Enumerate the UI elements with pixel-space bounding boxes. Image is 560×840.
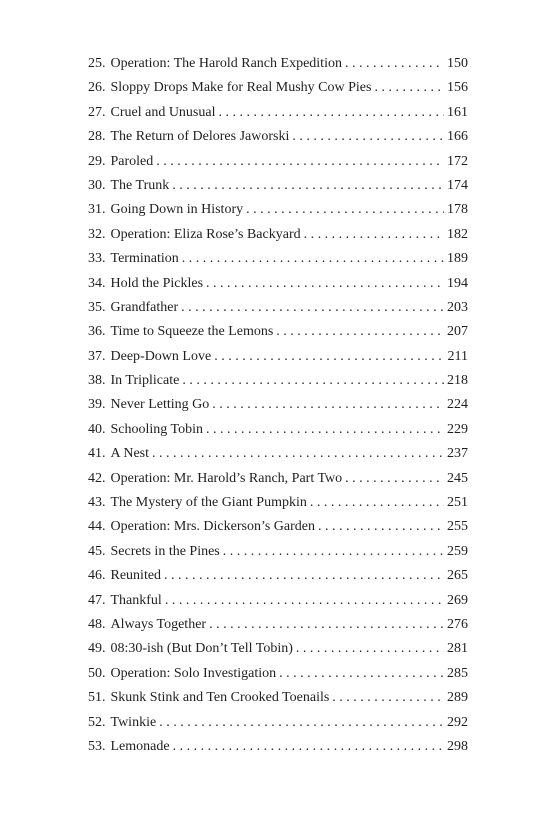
- chapter-number: 29.: [88, 153, 106, 169]
- page-number: 237: [447, 446, 468, 462]
- chapter-number: 44.: [88, 519, 106, 535]
- toc-entry: [88, 52, 468, 76]
- page-number: 211: [447, 348, 468, 364]
- chapter-title: Operation: Mrs. Dickerson’s Garden: [110, 519, 316, 535]
- chapter-title: In Triplicate: [110, 373, 180, 389]
- toc-entry: [88, 101, 468, 125]
- chapter-number: 48.: [88, 616, 106, 632]
- chapter-title: Twinkie: [110, 714, 157, 730]
- chapter-title: Never Letting Go: [110, 397, 210, 413]
- toc-entry: [88, 247, 468, 271]
- chapter-number: 33.: [88, 251, 106, 267]
- chapter-title: Termination: [110, 251, 179, 267]
- chapter-title: Schooling Tobin: [110, 421, 203, 437]
- dot-leader: [164, 564, 444, 588]
- dot-leader: [292, 125, 444, 149]
- page-number: 174: [447, 177, 468, 193]
- page-number: 161: [447, 104, 468, 120]
- page-number: 224: [447, 397, 468, 413]
- page-number: 207: [447, 324, 468, 340]
- toc-entry: [88, 467, 468, 491]
- page-number: 255: [447, 519, 468, 535]
- page-number: 156: [447, 80, 468, 96]
- toc-entry: [88, 418, 468, 442]
- dot-leader: [182, 369, 444, 393]
- chapter-title: The Trunk: [110, 177, 170, 193]
- chapter-number: 42.: [88, 470, 106, 486]
- toc-entry: [88, 564, 468, 588]
- dot-leader: [165, 589, 444, 613]
- dot-leader: [173, 735, 444, 759]
- toc-entry: [88, 223, 468, 247]
- toc-entry: [88, 320, 468, 344]
- chapter-title: Operation: Solo Investigation: [110, 665, 277, 681]
- toc-entry: [88, 442, 468, 466]
- chapter-number: 30.: [88, 177, 106, 193]
- dot-leader: [156, 150, 444, 174]
- chapter-title: Going Down in History: [110, 202, 244, 218]
- dot-leader: [159, 711, 444, 735]
- chapter-title: 08:30-ish (But Don’t Tell Tobin): [110, 641, 293, 657]
- page-number: 229: [447, 421, 468, 437]
- toc-entry: [88, 686, 468, 710]
- page-number: 245: [447, 470, 468, 486]
- chapter-title: Thankful: [110, 592, 162, 608]
- toc-entry: [88, 662, 468, 686]
- page-number: 259: [447, 543, 468, 559]
- chapter-number: 39.: [88, 397, 106, 413]
- dot-leader: [172, 174, 444, 198]
- toc-entry: [88, 125, 468, 149]
- chapter-number: 34.: [88, 275, 106, 291]
- chapter-number: 41.: [88, 446, 106, 462]
- dot-leader: [206, 418, 444, 442]
- chapter-title: Time to Squeeze the Lemons: [110, 324, 274, 340]
- toc-entry: [88, 613, 468, 637]
- toc-entry: [88, 540, 468, 564]
- toc-entry: [88, 515, 468, 539]
- chapter-title: Paroled: [110, 153, 154, 169]
- dot-leader: [279, 662, 444, 686]
- dot-leader: [246, 198, 444, 222]
- dot-leader: [218, 101, 444, 125]
- chapter-number: 52.: [88, 714, 106, 730]
- page-number: 189: [447, 251, 468, 267]
- chapter-number: 35.: [88, 299, 106, 315]
- page-number: 292: [447, 714, 468, 730]
- toc-entry: [88, 711, 468, 735]
- page-number: 265: [447, 568, 468, 584]
- toc-entry: [88, 735, 468, 759]
- page-number: 203: [447, 299, 468, 315]
- chapter-number: 43.: [88, 495, 106, 511]
- dot-leader: [374, 76, 444, 100]
- chapter-title: Always Together: [110, 616, 207, 632]
- dot-leader: [212, 393, 444, 417]
- chapter-number: 25.: [88, 56, 106, 71]
- chapter-title: Reunited: [110, 568, 162, 584]
- dot-leader: [181, 296, 444, 320]
- dot-leader: [332, 686, 444, 710]
- chapter-number: 46.: [88, 568, 106, 584]
- dot-leader: [276, 320, 444, 344]
- dot-leader: [310, 491, 444, 515]
- page-number: 172: [447, 153, 468, 169]
- toc-entry: [88, 393, 468, 417]
- page-number: 251: [447, 495, 468, 511]
- chapter-title: Sloppy Drops Make for Real Mushy Cow Pies: [110, 80, 372, 96]
- dot-leader: [182, 247, 444, 271]
- page-number: 281: [447, 641, 468, 657]
- chapter-number: 38.: [88, 373, 106, 389]
- chapter-title: Grandfather: [110, 299, 179, 315]
- dot-leader: [345, 467, 444, 491]
- toc-entry: [88, 345, 468, 369]
- chapter-number: 37.: [88, 348, 106, 364]
- toc-entry: [88, 150, 468, 174]
- chapter-number: 50.: [88, 665, 106, 681]
- toc-entry: [88, 369, 468, 393]
- dot-leader: [214, 345, 444, 369]
- page-number: 166: [447, 129, 468, 145]
- chapter-number: 49.: [88, 641, 106, 657]
- chapter-title: Operation: The Harold Ranch Expedition: [110, 56, 342, 71]
- dot-leader: [345, 52, 444, 76]
- chapter-title: Hold the Pickles: [110, 275, 204, 291]
- page-number: 194: [447, 275, 468, 291]
- chapter-number: 40.: [88, 421, 106, 437]
- chapter-title: Deep-Down Love: [110, 348, 212, 364]
- dot-leader: [296, 637, 444, 661]
- chapter-number: 47.: [88, 592, 106, 608]
- page-number: 218: [447, 373, 468, 389]
- toc-entry: [88, 589, 468, 613]
- chapter-number: 45.: [88, 543, 106, 559]
- dot-leader: [209, 613, 444, 637]
- chapter-title: Secrets in the Pines: [110, 543, 220, 559]
- toc-entry: [88, 272, 468, 296]
- page-number: 182: [447, 226, 468, 242]
- table-of-contents: [88, 52, 468, 759]
- chapter-number: 51.: [88, 690, 106, 706]
- page-number: 298: [447, 738, 468, 754]
- page-number: 289: [447, 690, 468, 706]
- chapter-number: 26.: [88, 80, 106, 96]
- toc-entry: [88, 637, 468, 661]
- chapter-title: The Mystery of the Giant Pumpkin: [110, 495, 307, 511]
- chapter-number: 31.: [88, 202, 106, 218]
- chapter-title: Operation: Eliza Rose’s Backyard: [110, 226, 301, 242]
- chapter-title: The Return of Delores Jaworski: [110, 129, 290, 145]
- page-number: 276: [447, 616, 468, 632]
- toc-entry: [88, 491, 468, 515]
- toc-entry: [88, 296, 468, 320]
- page-number: 285: [447, 665, 468, 681]
- chapter-title: A Nest: [110, 446, 149, 462]
- chapter-number: 53.: [88, 738, 106, 754]
- toc-entry: [88, 198, 468, 222]
- dot-leader: [304, 223, 444, 247]
- chapter-number: 36.: [88, 324, 106, 340]
- dot-leader: [223, 540, 444, 564]
- chapter-number: 27.: [88, 104, 106, 120]
- dot-leader: [206, 272, 444, 296]
- chapter-title: Cruel and Unusual: [110, 104, 216, 120]
- dot-leader: [318, 515, 444, 539]
- chapter-number: 28.: [88, 129, 106, 145]
- chapter-number: 32.: [88, 226, 106, 242]
- toc-entry: [88, 76, 468, 100]
- toc-entry: [88, 174, 468, 198]
- chapter-title: Lemonade: [110, 738, 170, 754]
- page-number: 178: [447, 202, 468, 218]
- chapter-title: Operation: Mr. Harold’s Ranch, Part Two: [110, 470, 343, 486]
- page-number: 269: [447, 592, 468, 608]
- dot-leader: [152, 442, 444, 466]
- page-number: 150: [447, 56, 468, 71]
- chapter-title: Skunk Stink and Ten Crooked Toenails: [110, 690, 330, 706]
